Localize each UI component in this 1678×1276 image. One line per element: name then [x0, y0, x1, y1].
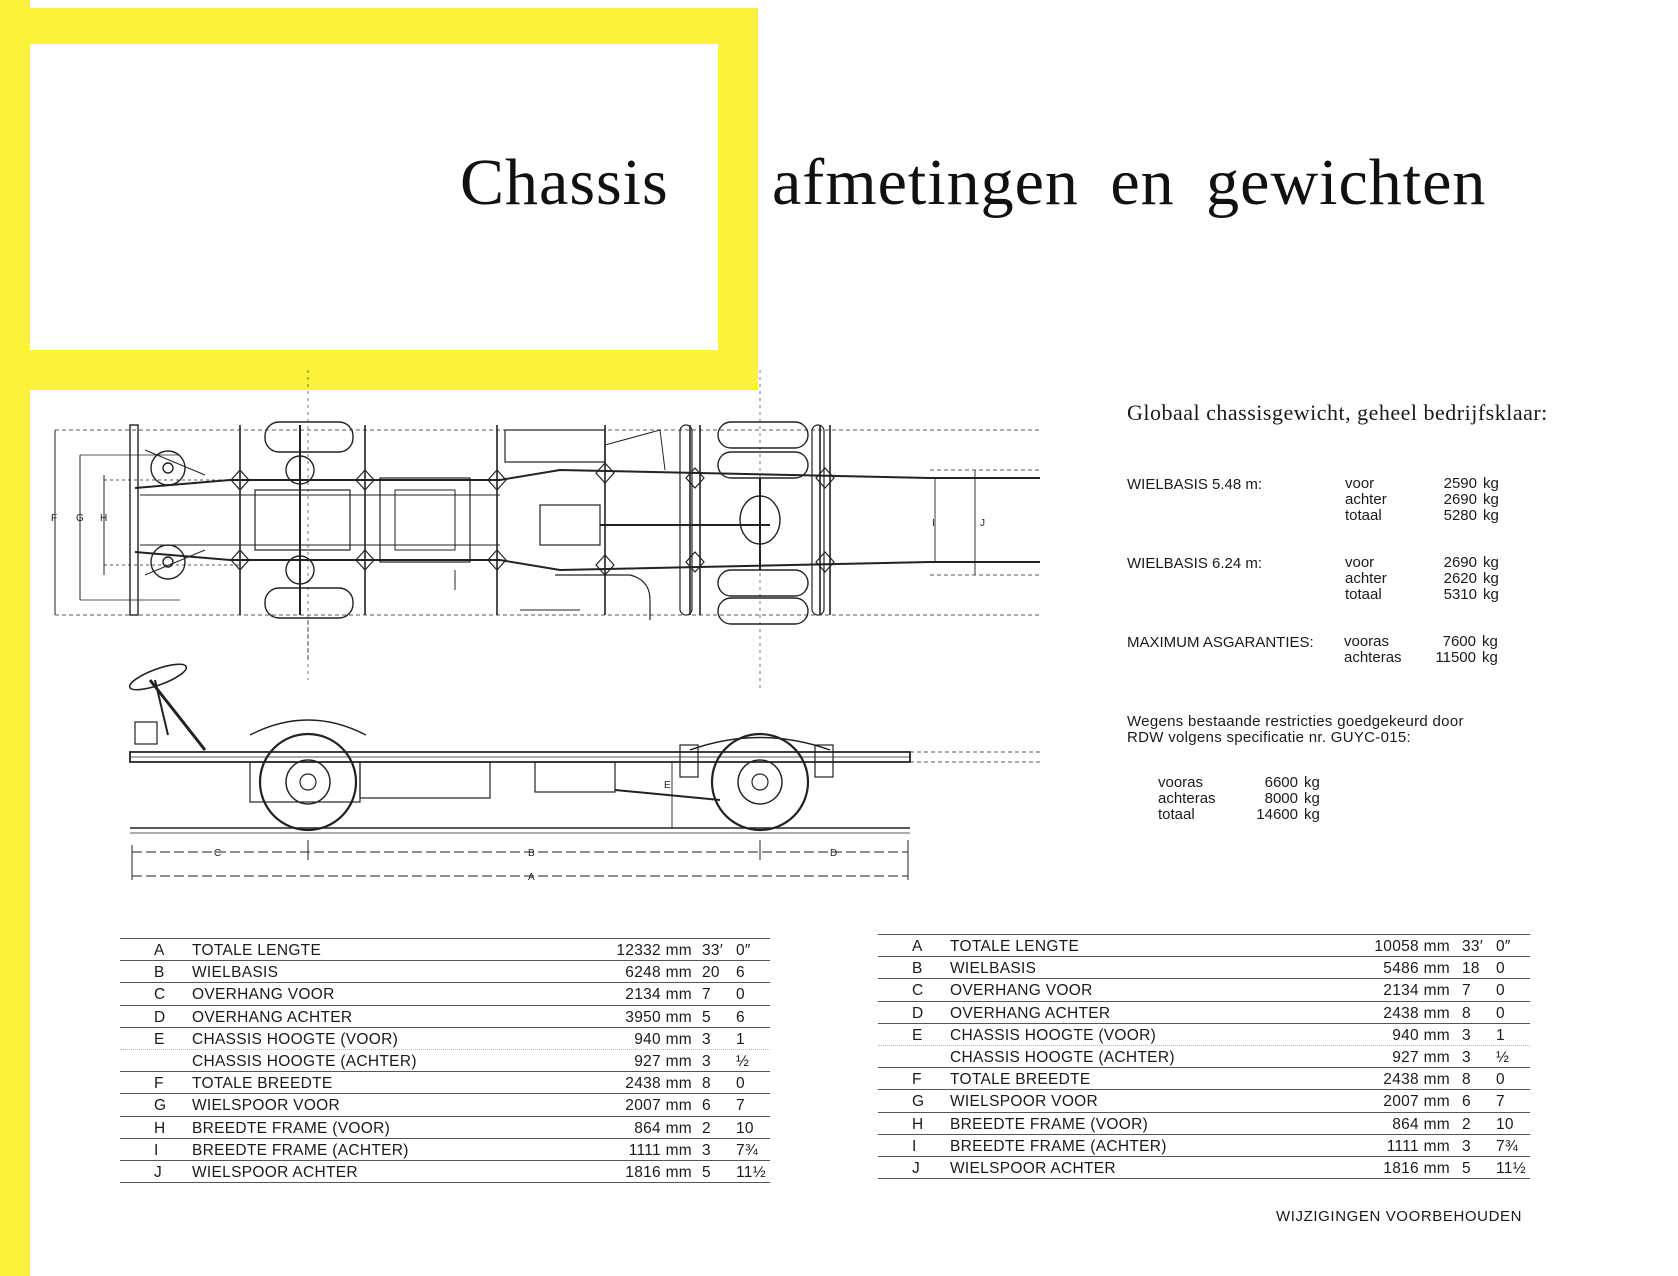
- rdw-weights: [1158, 775, 1320, 823]
- dim-label-b: B: [528, 848, 535, 859]
- weight-unit: kg: [1483, 554, 1499, 571]
- dimension-letter: B: [154, 964, 165, 982]
- dim-label-d: D: [830, 848, 838, 859]
- dimension-feet: 5: [702, 1008, 711, 1026]
- table-row: [120, 961, 770, 983]
- dimension-feet: 6: [1462, 1093, 1471, 1111]
- dimension-feet: 33′: [702, 942, 724, 959]
- weight-row: [1158, 807, 1320, 823]
- weight-row: [1345, 587, 1499, 603]
- dimension-feet: 3: [702, 1141, 711, 1159]
- weight-key: achteras: [1344, 649, 1402, 666]
- dimension-feet: 3: [1462, 1137, 1471, 1155]
- weight-key: totaal: [1345, 586, 1382, 603]
- table-row: [120, 1139, 770, 1161]
- dimension-letter: C: [912, 982, 924, 1000]
- dim-label-e: E: [664, 780, 671, 791]
- dimension-feet: 3: [702, 1030, 711, 1048]
- weight-value: 5280: [1443, 507, 1477, 524]
- dimension-name: TOTALE BREEDTE: [192, 1075, 333, 1093]
- dimension-inches: 0: [1496, 1004, 1505, 1022]
- dimension-inches: 6: [736, 1008, 745, 1026]
- weight-value: 2690: [1443, 554, 1477, 571]
- dim-label-j: J: [980, 518, 985, 529]
- dimension-feet: 8: [1462, 1071, 1471, 1089]
- wheelbase-548-weights: [1345, 476, 1499, 524]
- table-row: [878, 1113, 1530, 1135]
- weight-key: achteras: [1158, 790, 1216, 807]
- weight-unit: kg: [1483, 507, 1499, 524]
- dimension-letter: A: [154, 942, 165, 959]
- dimension-mm: 1816 mm: [625, 1163, 692, 1181]
- dimension-table-624: [120, 938, 770, 1183]
- weight-row: [1158, 775, 1320, 791]
- weight-key: vooras: [1158, 774, 1204, 791]
- table-row: [120, 1161, 770, 1183]
- dimension-mm: 1816 mm: [1383, 1159, 1450, 1177]
- dimension-letter: J: [912, 1159, 921, 1177]
- dim-label-a: A: [528, 872, 535, 883]
- dimension-inches: 10: [736, 1119, 754, 1137]
- dimension-feet: 3: [1462, 1026, 1471, 1044]
- dimension-mm: 10058 mm: [1374, 938, 1450, 955]
- dimension-feet: 8: [702, 1075, 711, 1093]
- dimension-mm: 2007 mm: [625, 1097, 692, 1115]
- dimension-name: CHASSIS HOOGTE (ACHTER): [192, 1052, 417, 1070]
- max-axle-label: MAXIMUM ASGARANTIES:: [1127, 634, 1314, 651]
- page-title-chassis: Chassis: [460, 146, 669, 219]
- table-row: [878, 1135, 1530, 1157]
- dimension-name: OVERHANG ACHTER: [950, 1004, 1111, 1022]
- table-row: [878, 1157, 1530, 1179]
- dimension-letter: F: [912, 1071, 922, 1089]
- weight-row: [1345, 476, 1499, 492]
- dimension-feet: 7: [702, 986, 711, 1004]
- dim-label-c: C: [214, 848, 222, 859]
- dimension-feet: 18: [1462, 960, 1480, 978]
- dimension-feet: 3: [702, 1052, 711, 1070]
- weight-unit: kg: [1482, 649, 1498, 666]
- dimension-inches: 7¾: [736, 1141, 759, 1159]
- dimension-name: WIELBASIS: [192, 964, 279, 982]
- dimension-name: OVERHANG VOOR: [950, 982, 1093, 1000]
- weight-row: [1345, 508, 1499, 524]
- weight-row: [1344, 634, 1498, 650]
- dimension-letter: J: [154, 1163, 163, 1181]
- dimension-feet: 2: [702, 1119, 711, 1137]
- dimension-name: WIELSPOOR VOOR: [192, 1097, 341, 1115]
- dimension-inches: 1: [1496, 1026, 1505, 1044]
- dimension-mm: 864 mm: [1392, 1115, 1450, 1133]
- dimension-inches: 0: [1496, 1071, 1505, 1089]
- table-row: [878, 979, 1530, 1001]
- wheelbase-624-weights: [1345, 555, 1499, 603]
- table-row: [120, 1117, 770, 1139]
- weight-unit: kg: [1304, 774, 1320, 791]
- dimension-letter: D: [912, 1004, 924, 1022]
- table-row: [120, 1072, 770, 1094]
- weight-row: [1345, 492, 1499, 508]
- weight-unit: kg: [1483, 491, 1499, 508]
- dimension-name: WIELBASIS: [950, 960, 1037, 978]
- table-row: [878, 1002, 1530, 1024]
- weight-key: voor: [1345, 554, 1375, 571]
- footer-disclaimer: WIJZIGINGEN VOORBEHOUDEN: [1276, 1208, 1523, 1225]
- weight-key: achter: [1345, 491, 1387, 508]
- dimension-name: BREEDTE FRAME (ACHTER): [950, 1137, 1167, 1155]
- dimension-inches: ½: [1496, 1048, 1510, 1066]
- dimension-feet: 5: [702, 1163, 711, 1181]
- weight-unit: kg: [1483, 570, 1499, 587]
- dimension-name: OVERHANG ACHTER: [192, 1008, 353, 1026]
- dimension-letter: E: [154, 1030, 165, 1048]
- dimension-mm: 2438 mm: [625, 1075, 692, 1093]
- dimension-feet: 6: [702, 1097, 711, 1115]
- dimension-letter: A: [912, 938, 923, 955]
- weight-unit: kg: [1304, 806, 1320, 823]
- dimension-mm: 940 mm: [1392, 1026, 1450, 1044]
- dimension-feet: 5: [1462, 1159, 1471, 1177]
- dimension-feet: 3: [1462, 1048, 1471, 1066]
- weight-key: vooras: [1344, 633, 1390, 650]
- wheelbase-548-label: WIELBASIS 5.48 m:: [1127, 476, 1263, 493]
- dimension-letter: I: [912, 1137, 917, 1155]
- dimension-inches: 0″: [736, 942, 751, 959]
- dimension-inches: 11½: [736, 1163, 766, 1181]
- dimension-name: TOTALE BREEDTE: [950, 1071, 1091, 1089]
- weight-unit: kg: [1483, 586, 1499, 603]
- weight-unit: kg: [1304, 790, 1320, 807]
- dimension-table-548: [878, 934, 1530, 1179]
- dimension-letter: B: [912, 960, 923, 978]
- dimension-mm: 1111 mm: [628, 1141, 692, 1159]
- table-row: [878, 935, 1530, 957]
- weight-value: 2590: [1443, 475, 1477, 492]
- dimension-name: TOTALE LENGTE: [192, 942, 322, 959]
- weight-value: 5310: [1443, 586, 1477, 603]
- dimension-inches: 0: [736, 986, 745, 1004]
- dimension-mm: 927 mm: [634, 1052, 692, 1070]
- dimension-name: CHASSIS HOOGTE (VOOR): [192, 1030, 399, 1048]
- rdw-note: Wegens bestaande restricties goedgekeurd door RDW volgens specificatie nr. GUYC-015:: [1127, 713, 1464, 746]
- dimension-inches: ½: [736, 1052, 750, 1070]
- dimension-letter: G: [912, 1093, 925, 1111]
- dimension-mm: 3950 mm: [625, 1008, 692, 1026]
- weight-value: 11500: [1435, 649, 1476, 666]
- dimension-inches: 6: [736, 964, 745, 982]
- dimension-feet: 7: [1462, 982, 1471, 1000]
- dimension-mm: 5486 mm: [1383, 960, 1450, 978]
- dimension-feet: 8: [1462, 1004, 1471, 1022]
- table-row: [878, 1090, 1530, 1112]
- table-row: [120, 1028, 770, 1050]
- dimension-mm: 6248 mm: [625, 964, 692, 982]
- wheelbase-624-label: WIELBASIS 6.24 m:: [1127, 555, 1263, 572]
- dimension-mm: 940 mm: [634, 1030, 692, 1048]
- weight-value: 8000: [1264, 790, 1298, 807]
- dim-label-i: I: [932, 518, 935, 529]
- dimension-name: WIELSPOOR VOOR: [950, 1093, 1099, 1111]
- dimension-name: BREEDTE FRAME (ACHTER): [192, 1141, 409, 1159]
- dimension-feet: 2: [1462, 1115, 1471, 1133]
- dimension-letter: H: [154, 1119, 166, 1137]
- table-row: [120, 983, 770, 1005]
- dimension-inches: 11½: [1496, 1159, 1526, 1177]
- weight-key: totaal: [1345, 507, 1382, 524]
- dimension-inches: 1: [736, 1030, 745, 1048]
- weight-row: [1158, 791, 1320, 807]
- dimension-inches: 7¾: [1496, 1137, 1519, 1155]
- weight-row: [1344, 650, 1498, 666]
- dimension-inches: 10: [1496, 1115, 1514, 1133]
- dimension-feet: 20: [702, 964, 720, 982]
- table-row: [878, 1068, 1530, 1090]
- weight-key: voor: [1345, 475, 1375, 492]
- dimension-name: TOTALE LENGTE: [950, 938, 1080, 955]
- weight-value: 2690: [1443, 491, 1477, 508]
- dimension-mm: 2007 mm: [1383, 1093, 1450, 1111]
- weight-value: 2620: [1443, 570, 1477, 587]
- weight-key: achter: [1345, 570, 1387, 587]
- dimension-letter: E: [912, 1026, 923, 1044]
- dimension-letter: G: [154, 1097, 167, 1115]
- dimension-name: BREEDTE FRAME (VOOR): [950, 1115, 1149, 1133]
- dimension-name: CHASSIS HOOGTE (ACHTER): [950, 1048, 1175, 1066]
- dimension-inches: 0: [736, 1075, 745, 1093]
- dimension-mm: 927 mm: [1392, 1048, 1450, 1066]
- weight-row: [1345, 555, 1499, 571]
- weight-value: 14600: [1256, 806, 1298, 823]
- dimension-mm: 864 mm: [634, 1119, 692, 1137]
- table-row: [878, 957, 1530, 979]
- dimension-name: WIELSPOOR ACHTER: [950, 1159, 1116, 1177]
- weight-value: 6600: [1264, 774, 1298, 791]
- weight-row: [1345, 571, 1499, 587]
- dim-label-f: F: [51, 513, 58, 524]
- dimension-mm: 1111 mm: [1386, 1137, 1450, 1155]
- dimension-inches: 0: [1496, 982, 1505, 1000]
- dim-label-g: G: [76, 513, 84, 524]
- dimension-inches: 0″: [1496, 938, 1511, 955]
- dim-label-h: H: [100, 513, 108, 524]
- weight-value: 7600: [1442, 633, 1476, 650]
- dimension-mm: 2438 mm: [1383, 1004, 1450, 1022]
- dimension-letter: D: [154, 1008, 166, 1026]
- dimension-letter: C: [154, 986, 166, 1004]
- table-row: [878, 1024, 1530, 1046]
- weight-unit: kg: [1483, 475, 1499, 492]
- max-axle-weights: [1344, 634, 1498, 666]
- dimension-feet: 33′: [1462, 938, 1484, 955]
- dimension-name: WIELSPOOR ACHTER: [192, 1163, 358, 1181]
- page-title-subtitle: afmetingen en gewichten: [772, 146, 1487, 219]
- dimension-letter: F: [154, 1075, 164, 1093]
- dimension-mm: 2134 mm: [625, 986, 692, 1004]
- table-row: [120, 1006, 770, 1028]
- table-row: [120, 939, 770, 961]
- chassis-top-view: [55, 422, 1040, 660]
- dimension-mm: 12332 mm: [616, 942, 692, 959]
- dimension-mm: 2438 mm: [1383, 1071, 1450, 1089]
- table-row: [878, 1046, 1530, 1068]
- table-row: [120, 1050, 770, 1072]
- weight-unit: kg: [1482, 633, 1498, 650]
- weights-heading: Globaal chassisgewicht, geheel bedrijfsklaar:: [1127, 400, 1548, 425]
- dimension-name: OVERHANG VOOR: [192, 986, 335, 1004]
- chassis-side-view: [127, 370, 1040, 880]
- table-row: [120, 1094, 770, 1116]
- dimension-inches: 7: [1496, 1093, 1505, 1111]
- dimension-letter: H: [912, 1115, 924, 1133]
- dimension-inches: 7: [736, 1097, 745, 1115]
- dimension-letter: I: [154, 1141, 159, 1159]
- dimension-name: CHASSIS HOOGTE (VOOR): [950, 1026, 1157, 1044]
- dimension-mm: 2134 mm: [1383, 982, 1450, 1000]
- weight-key: totaal: [1158, 806, 1195, 823]
- dimension-name: BREEDTE FRAME (VOOR): [192, 1119, 391, 1137]
- dimension-inches: 0: [1496, 960, 1505, 978]
